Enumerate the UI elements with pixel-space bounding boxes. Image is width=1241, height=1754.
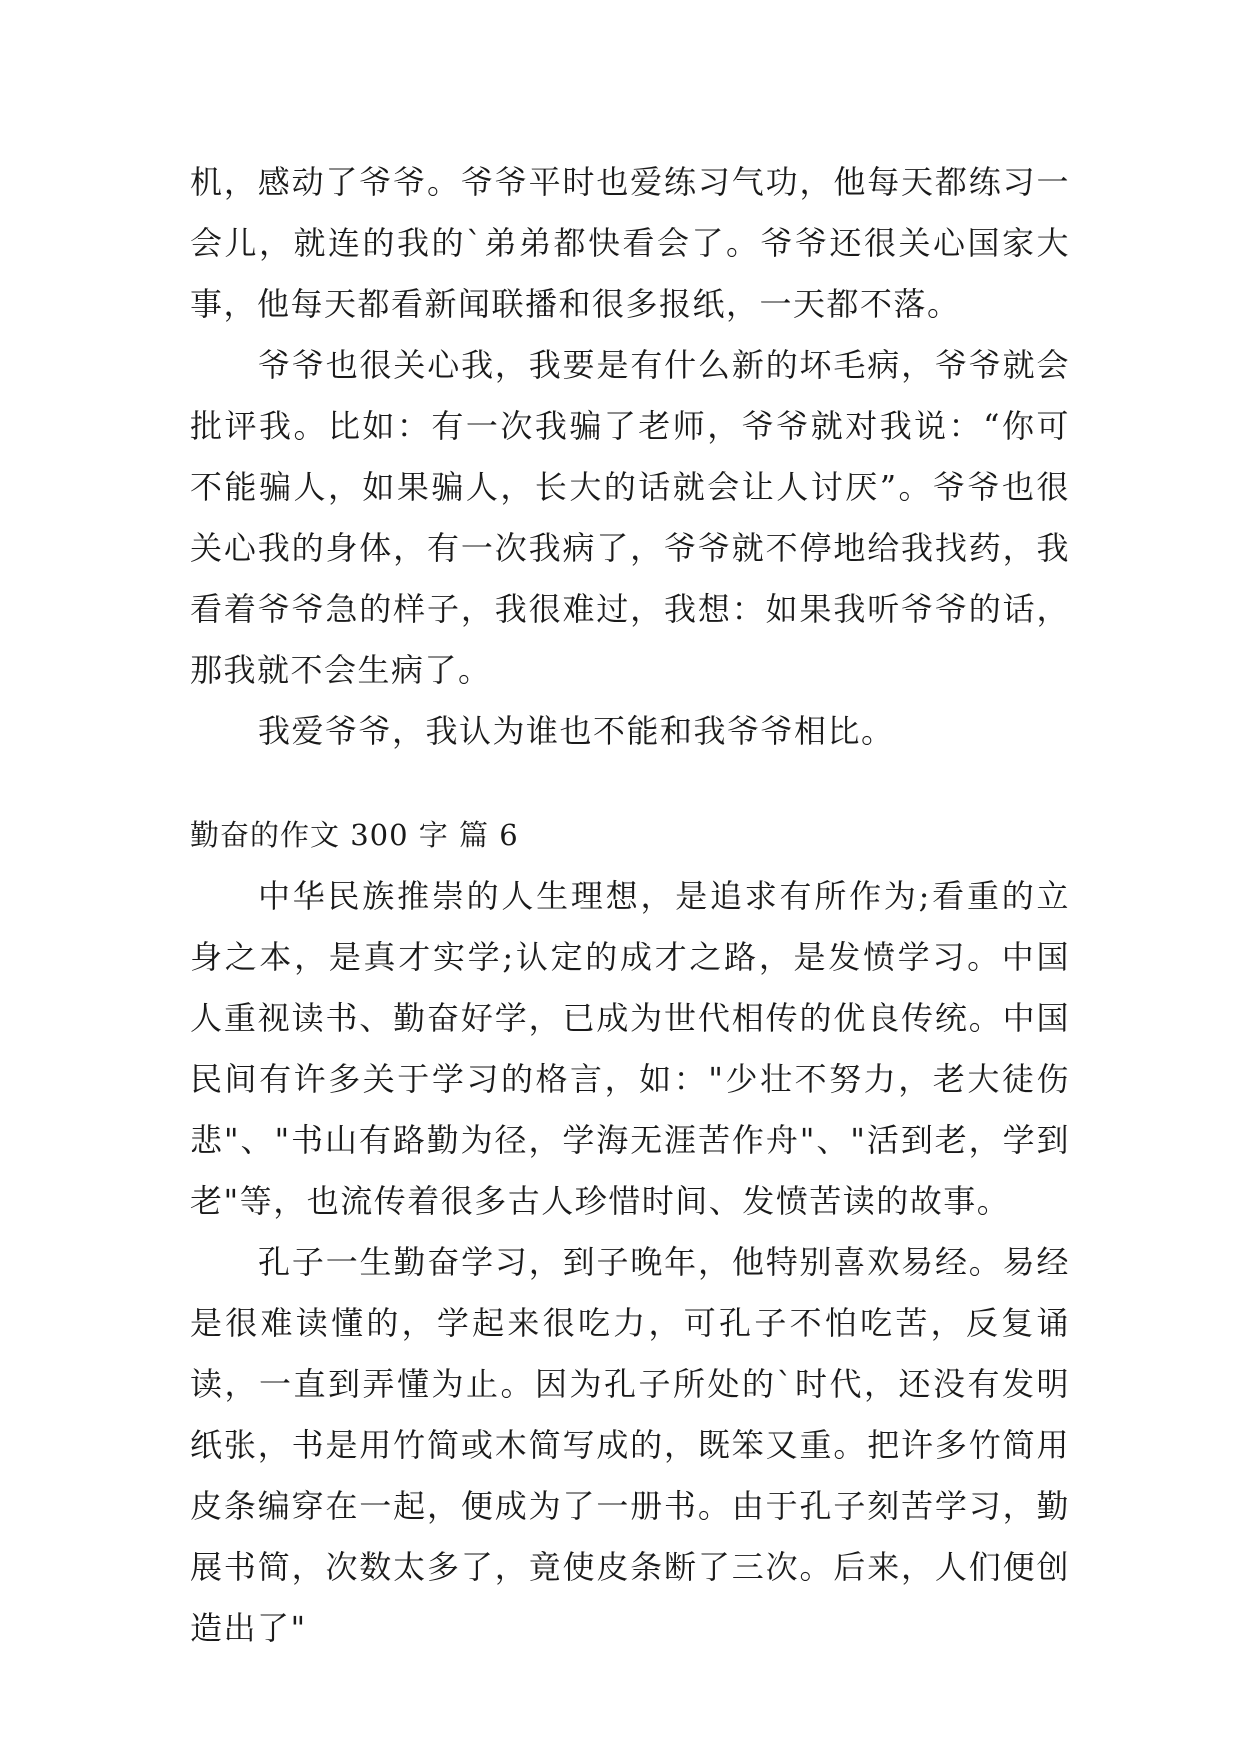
paragraph: 中华民族推崇的人生理想，是追求有所作为;看重的立身之本，是真才实学;认定的成才之路，是发愤学习。中国人重视读书、勤奋好学，已成为世代相传的优良传统。中国民间有许多关于学习的格言，如："少壮不努力，老大徒伤悲"、"书山有路勤为径，学海无涯苦作舟"、"活到老，学到老"等，也流传着很多古人珍惜时间、发愤苦读的故事。 — [190, 877, 1070, 1220]
paragraph: 爷爷也很关心我，我要是有什么新的坏毛病，爷爷就会批评我。比如：有一次我骗了老师，爷爷就对我说：“你可不能骗人，如果骗人，长大的话就会让人讨厌”。爷爷也很关心我的身体，有一次我病了，爷爷就不停地给我找药，我看着爷爷急的样子，我很难过，我想：如果我听爷爷的话，那我就不会生病了。 — [190, 346, 1070, 689]
paragraph-continued: 机，感动了爷爷。爷爷平时也爱练习气功，他每天都练习一会儿，就连的我的`弟弟都快看会了。爷爷还很关心国家大事，他每天都看新闻联播和很多报纸，一天都不落。 — [190, 163, 1070, 323]
paragraph: 我爱爷爷，我认为谁也不能和我爷爷相比。 — [258, 712, 895, 750]
paragraph: 孔子一生勤奋学习，到子晚年，他特别喜欢易经。易经是很难读懂的，学起来很吃力，可孔子不怕吃苦，反复诵读，一直到弄懂为止。因为孔子所处的`时代，还没有发明纸张，书是用竹简或木简写成的，既笨又重。把许多竹简用皮条编穿在一起，便成为了一册书。由于孔子刻苦学习，勤展书简，次数太多了，竟使皮条断了三次。后来，人们便创造出了" — [190, 1243, 1070, 1647]
document-body — [190, 152, 1070, 1659]
essay-heading: 勤奋的作文 300 字 篇 6 — [190, 818, 519, 852]
